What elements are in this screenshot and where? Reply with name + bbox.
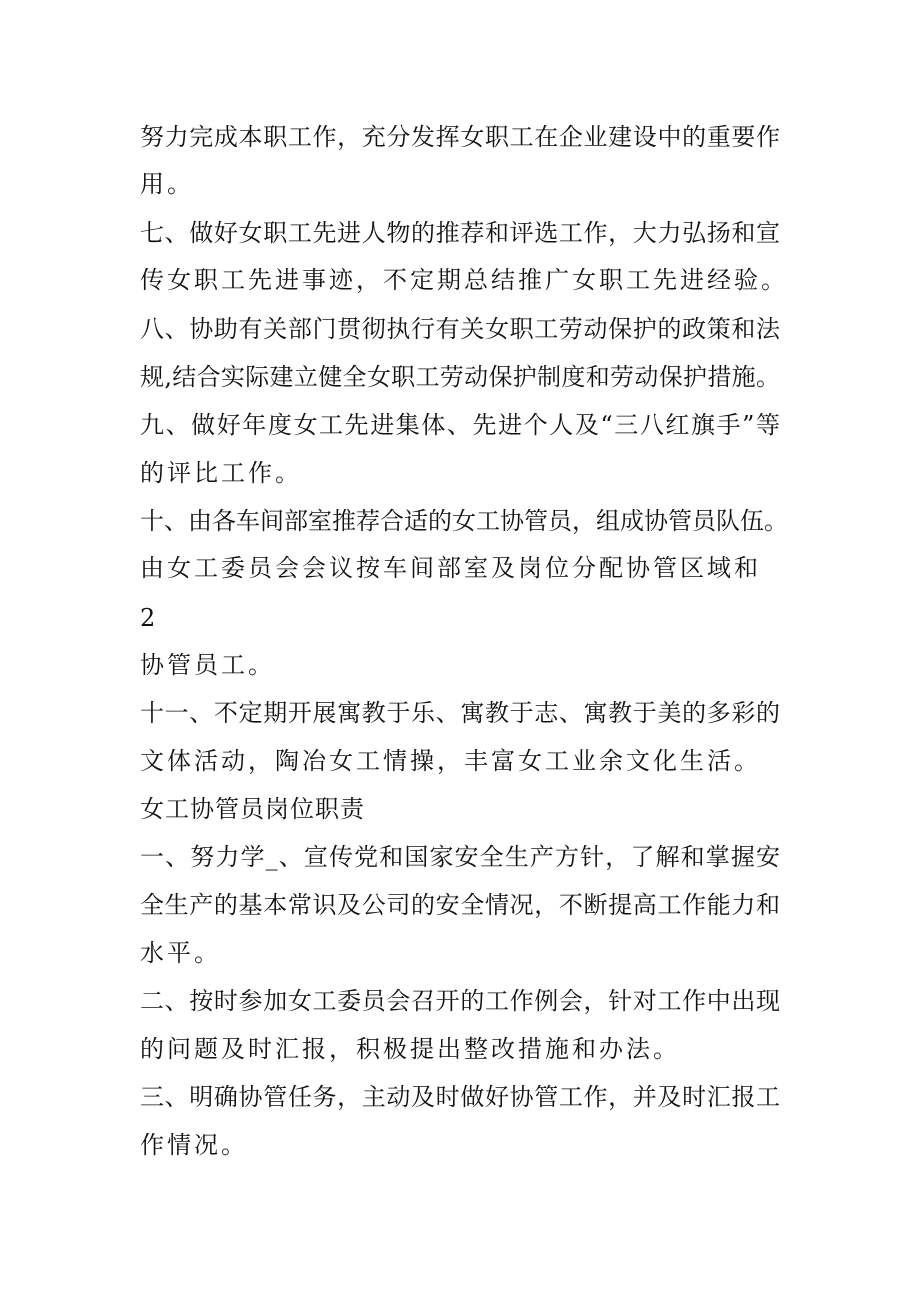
text-line: 由女工委员会会议按车间部室及岗位分配协管区域和 bbox=[140, 554, 761, 582]
text-line: 全生产的基本常识及公司的安全情况，不断提高工作能力和 bbox=[140, 891, 780, 919]
text-line: 作情况。 bbox=[140, 1131, 248, 1159]
text-line: 八、协助有关部门贯彻执行有关女职工劳动保护的政策和法 bbox=[140, 315, 780, 343]
text-line: 水平。 bbox=[140, 939, 221, 967]
text-line: 的评比工作。 bbox=[140, 459, 302, 487]
page-number: 2 bbox=[140, 604, 156, 632]
text-line: 十、由各车间部室推荐合适的女工协管员，组成协管员队伍。 bbox=[140, 507, 788, 535]
text-line: 传女职工先进事迹，不定期总结推广女职工先进经验。 bbox=[140, 266, 788, 294]
text-line: 七、做好女职工先进人物的推荐和评选工作，大力弘扬和宣 bbox=[140, 219, 780, 247]
text-line: 规,结合实际建立健全女职工劳动保护制度和劳动保护措施。 bbox=[140, 363, 780, 391]
text-line: 用。 bbox=[140, 170, 194, 198]
text-line: 九、做好年度女工先进集体、先进个人及“三八红旗手”等 bbox=[140, 411, 780, 439]
section-heading: 女工协管员岗位职责 bbox=[140, 795, 365, 823]
text-line: 二、按时参加女工委员会召开的工作例会，针对工作中出现 bbox=[140, 987, 780, 1015]
text-line: 文体活动，陶冶女工情操，丰富女工业余文化生活。 bbox=[140, 747, 761, 775]
text-line: 协管员工。 bbox=[140, 651, 275, 679]
text-line: 努力完成本职工作，充分发挥女职工在企业建设中的重要作 bbox=[140, 123, 780, 151]
text-line: 一、努力学_、宣传党和国家安全生产方针，了解和掌握安 bbox=[140, 843, 780, 871]
text-line: 十一、不定期开展寓教于乐、寓教于志、寓教于美的多彩的 bbox=[140, 699, 780, 727]
text-line: 的问题及时汇报，积极提出整改措施和办法。 bbox=[140, 1035, 680, 1063]
text-line: 三、明确协管任务，主动及时做好协管工作，并及时汇报工 bbox=[140, 1083, 780, 1111]
